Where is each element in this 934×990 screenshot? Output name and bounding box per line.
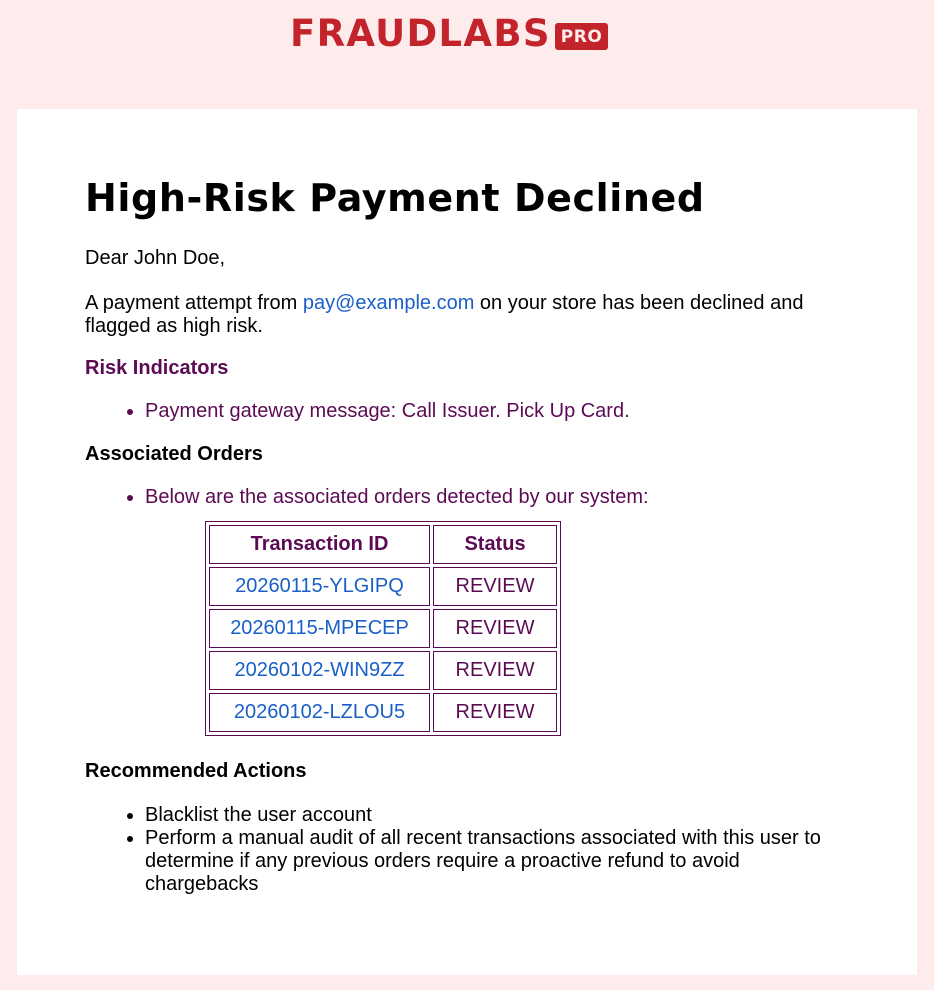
list-item: • Blacklist the user account bbox=[145, 804, 845, 827]
greeting: Dear John Doe, bbox=[85, 247, 226, 269]
fraudlabs-logo bbox=[290, 14, 608, 54]
recommended-actions-list bbox=[85, 804, 845, 896]
status-cell: REVIEW bbox=[433, 567, 557, 606]
table-row bbox=[209, 609, 557, 648]
table-row bbox=[209, 693, 557, 732]
status-cell: REVIEW bbox=[433, 693, 557, 732]
transaction-id-link[interactable]: 20260102-WIN9ZZ bbox=[209, 651, 430, 690]
associated-orders-list bbox=[85, 486, 845, 509]
table-row bbox=[209, 651, 557, 690]
table-header-row bbox=[209, 525, 557, 564]
table-row bbox=[209, 567, 557, 606]
associated-orders-title: Associated Orders bbox=[85, 443, 263, 465]
email-heading: High-Risk Payment Declined bbox=[85, 176, 705, 220]
status-cell: REVIEW bbox=[433, 609, 557, 648]
transaction-id-link[interactable]: 20260115-YLGIPQ bbox=[209, 567, 430, 606]
logo-wordmark: FRAUDLABS bbox=[290, 12, 551, 55]
intro-paragraph bbox=[85, 292, 825, 338]
intro-prefix: A payment attempt from bbox=[85, 292, 303, 314]
intro-suffix: on your store has been declined and flagged as high risk. bbox=[85, 292, 804, 337]
status-cell: REVIEW bbox=[433, 651, 557, 690]
column-header-transaction-id: Transaction ID bbox=[209, 525, 430, 564]
transaction-id-link[interactable]: 20260115-MPECEP bbox=[209, 609, 430, 648]
customer-email-link[interactable]: pay@example.com bbox=[302, 292, 475, 314]
recommended-actions-title: Recommended Actions bbox=[85, 760, 307, 782]
risk-indicators-title: Risk Indicators bbox=[85, 357, 229, 379]
logo-pro-badge: PRO bbox=[555, 23, 609, 50]
associated-orders-table bbox=[205, 521, 561, 736]
risk-indicators-list bbox=[85, 400, 845, 423]
email-card bbox=[17, 109, 917, 975]
list-item: • Below are the associated orders detected by our system: bbox=[145, 486, 845, 509]
list-item: • Payment gateway message: Call Issuer. Pick Up Card. bbox=[145, 400, 845, 423]
list-item: • Perform a manual audit of all recent transactions associated with this user to determine if any previous orders require a proactive refund to avoid chargebacks bbox=[145, 827, 845, 896]
column-header-status: Status bbox=[433, 525, 557, 564]
transaction-id-link[interactable]: 20260102-LZLOU5 bbox=[209, 693, 430, 732]
